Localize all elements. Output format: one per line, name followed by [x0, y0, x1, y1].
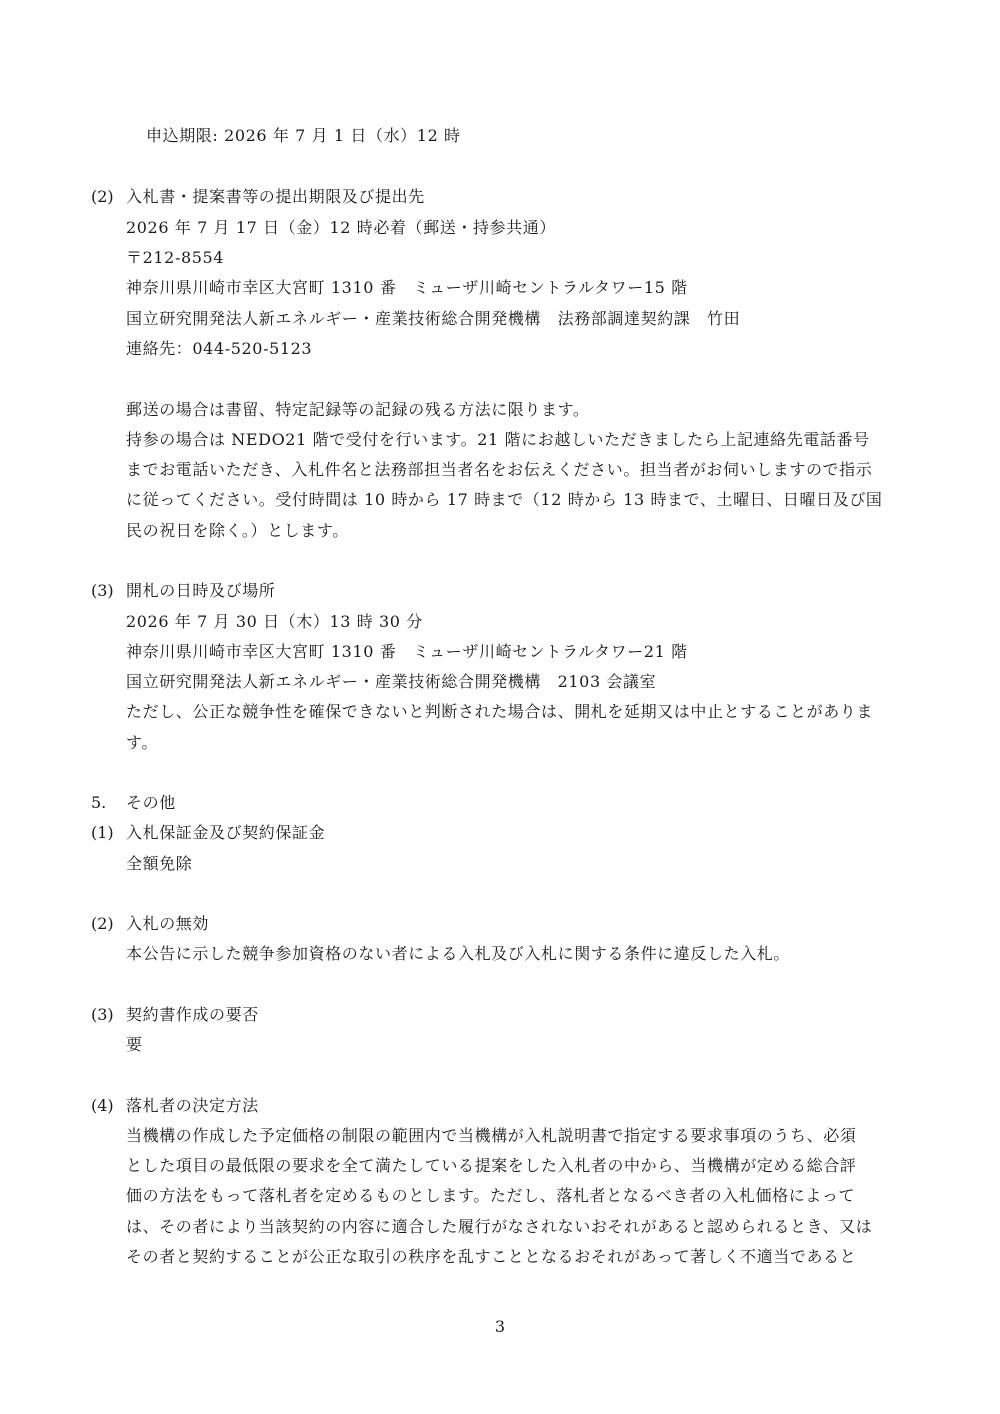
- section-2-number: (2): [91, 187, 114, 206]
- mail-note: 郵送の場合は書留、特定記録等の記録の残る方法に限ります。: [126, 400, 590, 419]
- submission-address: 神奈川県川崎市幸区大宮町 1310 番 ミューザ川崎セントラルタワー15 階: [126, 278, 688, 297]
- section-2-heading: 入札書・提案書等の提出期限及び提出先: [126, 187, 425, 206]
- delivery-note-line-2: までお電話いただき、入札件名と法務部担当者名をお伝えください。担当者がお伺いしますので指示: [126, 460, 873, 479]
- contact-phone: 連絡先：044-520-5123: [126, 339, 313, 358]
- item-1-number: (1): [91, 823, 114, 842]
- opening-datetime: 2026 年 7 月 30 日（木）13 時 30 分: [126, 612, 423, 631]
- page-number: 3: [494, 1317, 506, 1336]
- opening-address: 神奈川県川崎市幸区大宮町 1310 番 ミューザ川崎セントラルタワー21 階: [126, 642, 688, 661]
- opening-note-line-2: す。: [126, 733, 158, 752]
- submission-office: 国立研究開発法人新エネルギー・産業技術総合開発機構 法務部調達契約課 竹田: [126, 309, 741, 328]
- item-1-body: 全額免除: [126, 854, 193, 873]
- item-4-body-line-5: その者と契約することが公正な取引の秩序を乱すこととなるおそれがあって著しく不適当であると: [126, 1247, 857, 1266]
- opening-note-line-1: ただし、公正な競争性を確保できないと判断された場合は、開札を延期又は中止とすることがありま: [126, 702, 874, 721]
- item-3-body: 要: [126, 1035, 143, 1054]
- section-3-heading: 開札の日時及び場所: [126, 581, 276, 600]
- item-2-heading: 入札の無効: [126, 914, 210, 933]
- section-3-number: (3): [91, 581, 114, 600]
- item-2-number: (2): [91, 914, 114, 933]
- delivery-note-line-3: に従ってください。受付時間は 10 時から 17 時まで（12 時から 13 時まで、土曜日、日曜日及び国: [126, 490, 883, 509]
- postal-code: 〒212-8554: [126, 248, 225, 267]
- item-4-body-line-3: 価の方法をもって落札者を定めるものとします。ただし、落札者となるべき者の入札価格によって: [126, 1186, 856, 1205]
- section-5-heading: その他: [126, 793, 176, 812]
- item-4-body-line-4: は、その者により当該契約の内容に適合した履行がなされないおそれがあると認められるとき、又は: [126, 1217, 873, 1236]
- application-deadline: 申込期限: 2026 年 7 月 1 日（水）12 時: [146, 126, 461, 145]
- submission-deadline: 2026 年 7 月 17 日（金）12 時必着（郵送・持参共通）: [126, 218, 556, 237]
- item-3-heading: 契約書作成の要否: [126, 1005, 259, 1024]
- item-1-heading: 入札保証金及び契約保証金: [126, 823, 326, 842]
- section-5-number: 5.: [91, 793, 107, 812]
- delivery-note-line-1: 持参の場合は NEDO21 階で受付を行います。21 階にお越しいただきましたら上記連絡先電話番号: [126, 430, 870, 449]
- item-4-body-line-2: とした項目の最低限の要求を全て満たしている提案をした入札者の中から、当機構が定める総合評: [126, 1156, 857, 1175]
- opening-room: 国立研究開発法人新エネルギー・産業技術総合開発機構 2103 会議室: [126, 672, 657, 691]
- item-4-heading: 落札者の決定方法: [126, 1096, 259, 1115]
- item-2-body: 本公告に示した競争参加資格のない者による入札及び入札に関する条件に違反した入札。: [126, 944, 791, 963]
- delivery-note-line-4: 民の祝日を除く。）とします。: [126, 521, 349, 540]
- item-4-body-line-1: 当機構の作成した予定価格の制限の範囲内で当機構が入札説明書で指定する要求事項のうち、必須: [126, 1126, 857, 1145]
- item-4-number: (4): [91, 1096, 114, 1115]
- item-3-number: (3): [91, 1005, 114, 1024]
